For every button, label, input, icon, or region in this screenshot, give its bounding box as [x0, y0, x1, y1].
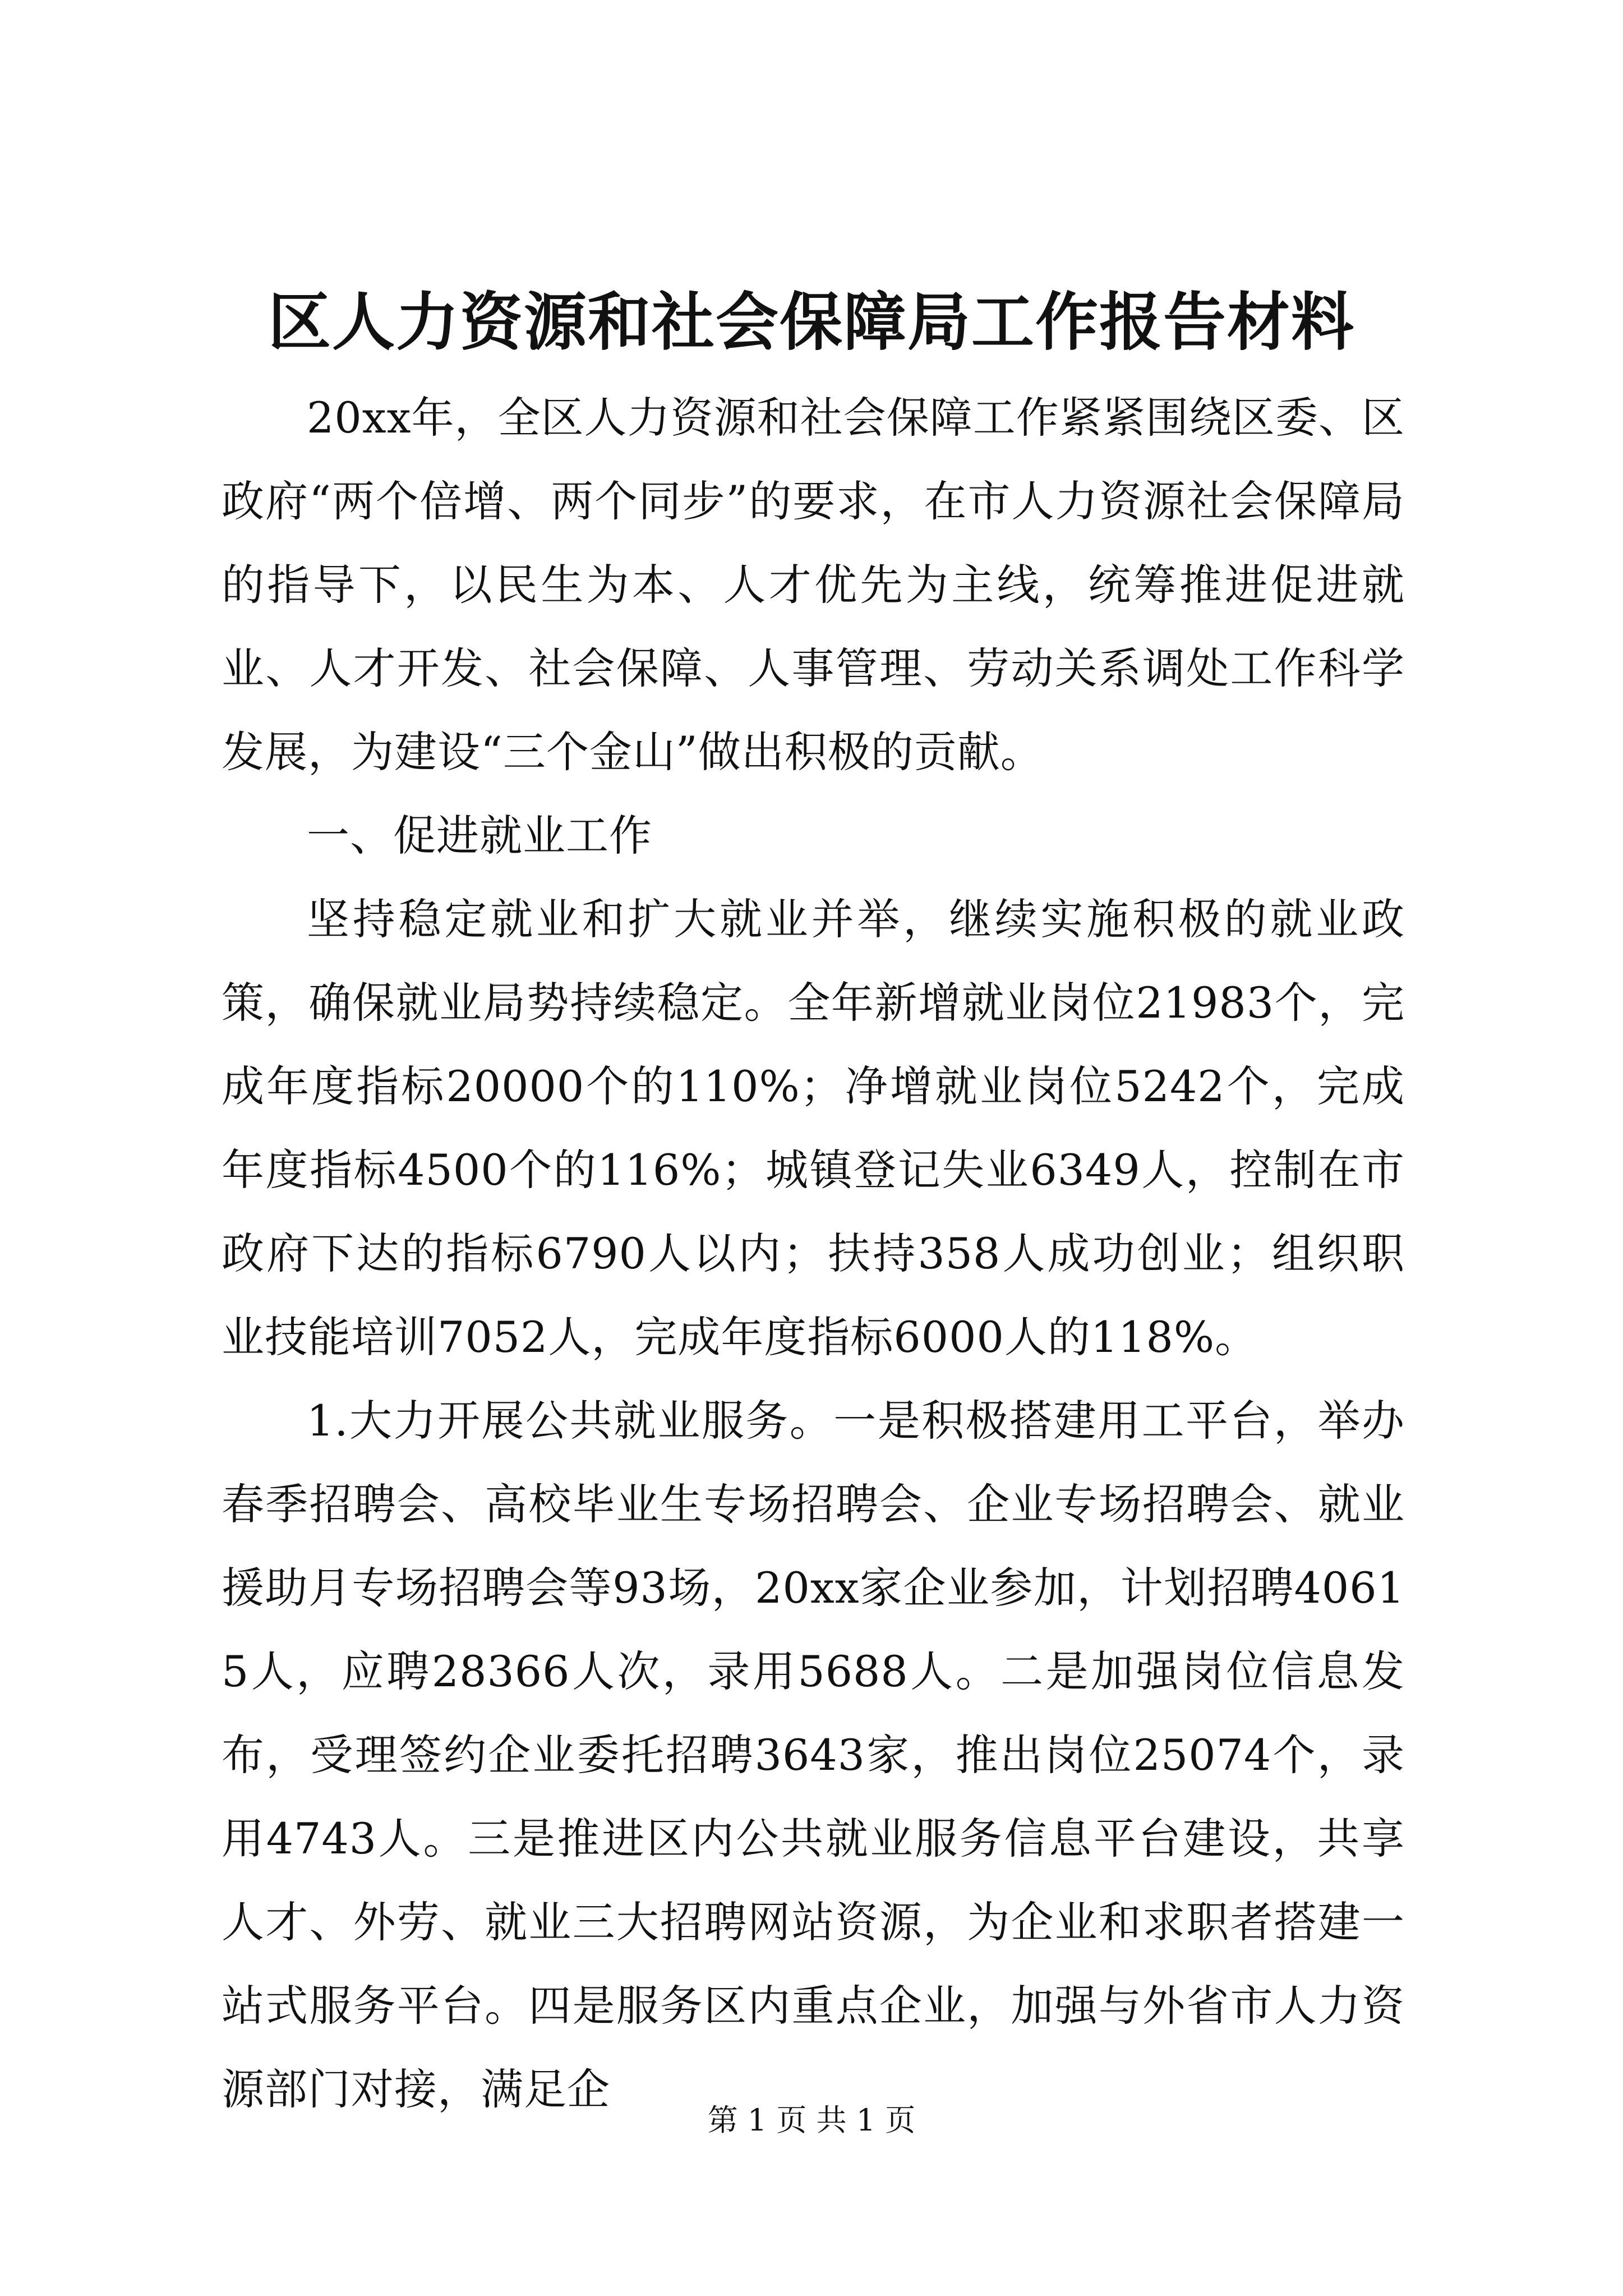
- paragraph-intro: 20xx年，全区人力资源和社会保障工作紧紧围绕区委、区政府“两个倍增、两个同步”的要求，在市人力资源社会保障局的指导下，以民生为本、人才优先为主线，统筹推进促进就业、人才开发、社会保障、人事管理、劳动关系调处工作科学发展，为建设“三个金山”做出积极的贡献。: [222, 393, 1405, 777]
- document-body: [222, 376, 1405, 2131]
- section-heading-employment: 一、促进就业工作: [307, 811, 652, 861]
- document-title: 区人力资源和社会保障局工作报告材料: [268, 286, 1355, 359]
- paragraph-public-employment-service: 1.大力开展公共就业服务。一是积极搭建用工平台，举办春季招聘会、高校毕业生专场招聘会、企业专场招聘会、就业援助月专场招聘会等93场，20xx家企业参加，计划招聘40615人，应聘28366人次，录用5688人。二是加强岗位信息发布，受理签约企业委托招聘3643家，推出岗位25074个，录用4743人。三是推进区内公共就业服务信息平台建设，共享人才、外劳、就业三大招聘网站资源，为企业和求职者搭建一站式服务平台。四是服务区内重点企业，加强与外省市人力资源部门对接，满足企: [222, 1396, 1405, 2114]
- paragraph-employment-summary: 坚持稳定就业和扩大就业并举，继续实施积极的就业政策，确保就业局势持续稳定。全年新增就业岗位21983个，完成年度指标20000个的110%；净增就业岗位5242个，完成年度指标4500个的116%；城镇登记失业6349人，控制在市政府下达的指标6790人以内；扶持358人成功创业；组织职业技能培训7052人，完成年度指标6000人的118%。: [222, 894, 1405, 1362]
- page-footer: 第 1 页 共 1 页: [707, 2102, 916, 2138]
